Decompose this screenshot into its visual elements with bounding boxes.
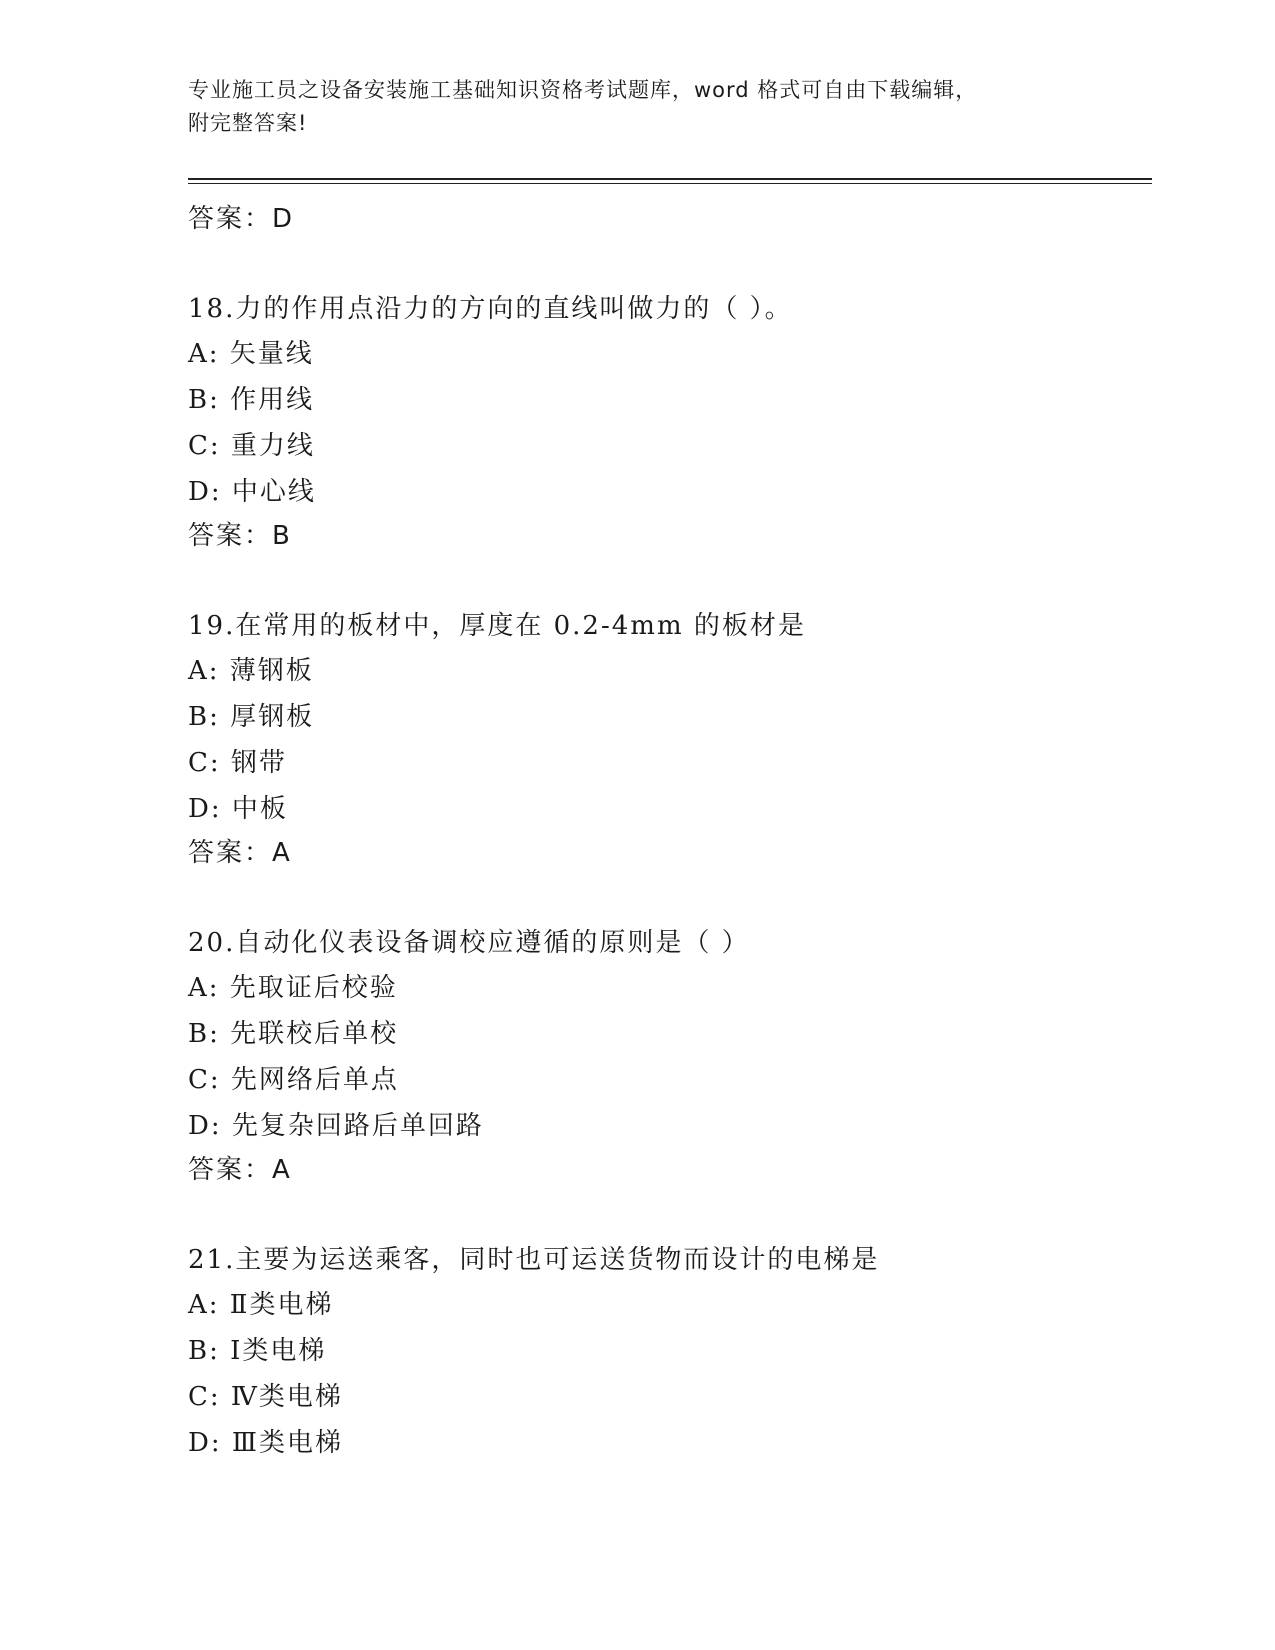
question-stem: 20.自动化仪表设备调校应遵循的原则是（ ） — [188, 928, 750, 958]
option-d: D: 中板 — [188, 794, 288, 824]
header-line-1: 专业施工员之设备安装施工基础知识资格考试题库，word 格式可自由下载编辑， — [188, 78, 978, 102]
question-20 — [188, 926, 1152, 1187]
option-c: C: 重力线 — [188, 431, 315, 461]
option-b: B: 先联校后单校 — [188, 1019, 399, 1049]
answer-line: 答案：A — [188, 838, 292, 868]
option-d: D: Ⅲ类电梯 — [188, 1428, 343, 1458]
option-b: B: 作用线 — [188, 385, 315, 415]
question-19 — [188, 609, 1152, 870]
answer-line: 答案：B — [188, 521, 292, 551]
question-stem: 18.力的作用点沿力的方向的直线叫做力的（ ）。 — [188, 294, 793, 324]
option-b: B: 厚钢板 — [188, 702, 315, 732]
answer-line: 答案：A — [188, 1155, 292, 1185]
option-a: A: 薄钢板 — [188, 656, 314, 686]
option-a: A: 先取证后校验 — [188, 973, 398, 1003]
header-divider-thin — [188, 183, 1152, 184]
option-a: A: Ⅱ类电梯 — [188, 1290, 334, 1320]
question-stem: 19.在常用的板材中，厚度在 0.2-4mm 的板材是 — [188, 611, 806, 641]
header-divider — [188, 178, 1152, 180]
header-line-2: 附完整答案! — [188, 111, 308, 135]
option-d: D: 先复杂回路后单回路 — [188, 1111, 484, 1141]
option-d: D: 中心线 — [188, 477, 316, 507]
question-18 — [188, 292, 1152, 553]
option-a: A: 矢量线 — [188, 339, 314, 369]
question-list — [188, 192, 1152, 1472]
option-b: B: Ⅰ类电梯 — [188, 1336, 327, 1366]
document-header — [188, 74, 1088, 140]
question-21 — [188, 1243, 1152, 1472]
option-c: C: 钢带 — [188, 748, 287, 778]
answer-line: 答案：D — [188, 204, 295, 234]
question-stem: 21.主要为运送乘客，同时也可运送货物而设计的电梯是 — [188, 1245, 880, 1275]
option-c: C: 先网络后单点 — [188, 1065, 399, 1095]
option-c: C: Ⅳ类电梯 — [188, 1382, 343, 1412]
